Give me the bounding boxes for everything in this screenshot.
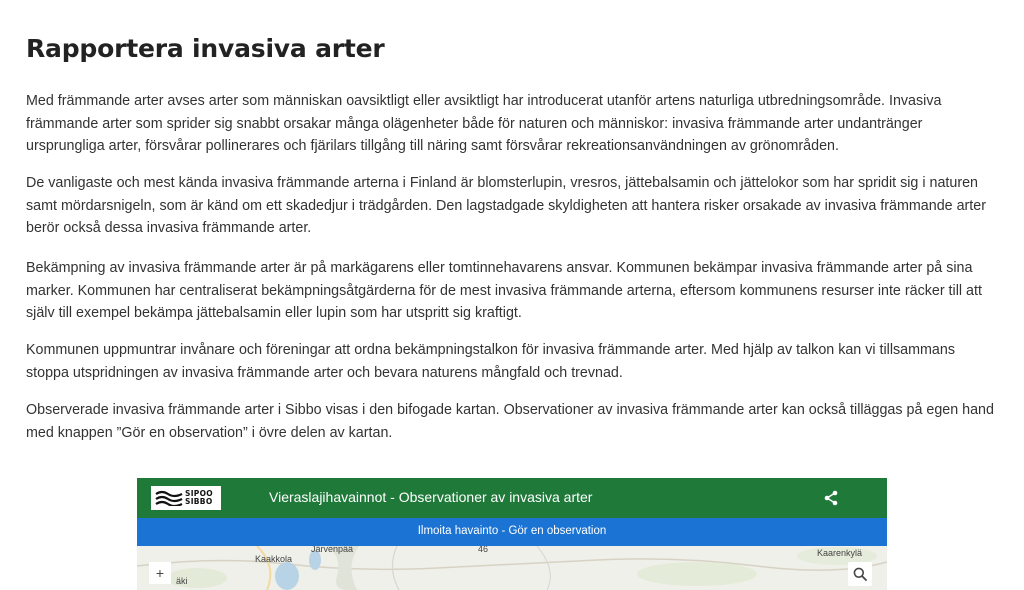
intro-paragraph: Med främmande arter avses arter som människan oavsiktligt eller avsiktligt har introducerat utanför artens naturliga utbredningsområde. Invasiva främmande arter som sprider sig snabbt orsakar många olägenheter både för naturen och människor: invasiva främmande arter undantränger ursprungliga arter, försvårar pollinerares och fjärilars tillgång till näring samt försvårar rekreationsanvändningen av grönområden. — [26, 93, 942, 154]
map-place-jarvenpaa: Järvenpää — [311, 546, 354, 554]
sipoo-logo-icon[interactable] — [151, 486, 221, 510]
logo-text-sibbo: SIBBO — [185, 497, 213, 506]
map-canvas[interactable] — [137, 546, 887, 590]
common-species-paragraph: De vanligaste och mest kända invasiva främmande arterna i Finland är blomsterlupin, vresros, jättebalsamin och jättelokor som har spridit sig i naturen samt mördarsnigeln, som är känd om ett skadedjur i trädgården. Den lagstadgade skyldigheten att hantera risker orsakade av invasiva främmande arter berör också dessa invasiva främmande arter. — [26, 175, 986, 236]
map-title: Vieraslajihavainnot - Observationer av invasiva arter — [269, 489, 593, 505]
map-place-kaarenkyla: Kaarenkylä — [817, 548, 863, 558]
map-info-paragraph: Observerade invasiva främmande arter i Sibbo visas i den bifogade kartan. Observationer av invasiva främmande arter kan också tilläggas på egen hand med knappen ”Gör en observation” i övre delen av kartan. — [26, 402, 994, 441]
page-title: Rapportera invasiva arter — [26, 34, 385, 63]
map-place-aki: äki — [176, 576, 188, 586]
logo-text-sipoo: SIPOO — [185, 489, 213, 498]
map-place-kaakkola: Kaakkola — [255, 554, 293, 564]
observation-map-widget[interactable] — [137, 478, 887, 590]
volunteer-paragraph: Kommunen uppmuntrar invånare och föreningar att ordna bekämpningstalkon för invasiva främmande arter. Med hjälp av talkon kan vi tillsammans stoppa utspridningen av invasiva främmande arter och bevara naturens mångfald och trevnad. — [26, 342, 955, 381]
map-basemap — [137, 546, 887, 590]
map-search-button[interactable] — [848, 562, 872, 586]
zoom-in-button[interactable]: + — [149, 562, 171, 584]
share-icon[interactable] — [823, 490, 839, 506]
report-observation-label: Ilmoita havainto - Gör en observation — [417, 525, 607, 537]
report-observation-button[interactable] — [137, 518, 887, 546]
map-road-number: 46 — [478, 546, 489, 554]
map-header — [137, 478, 887, 518]
responsibility-paragraph: Bekämpning av invasiva främmande arter är på markägarens eller tomtinnehavarens ansvar. Kommunen bekämpar invasiva främmande arter på sina marker. Kommunen har centraliserat bekämpningsåtgärderna för de mest invasiva främmande arterna, eftersom kommunens resurser inte räcker till att själv till exempel bekämpa jättebalsamin eller lupin som har utspritt sig kraftigt. — [26, 260, 982, 321]
